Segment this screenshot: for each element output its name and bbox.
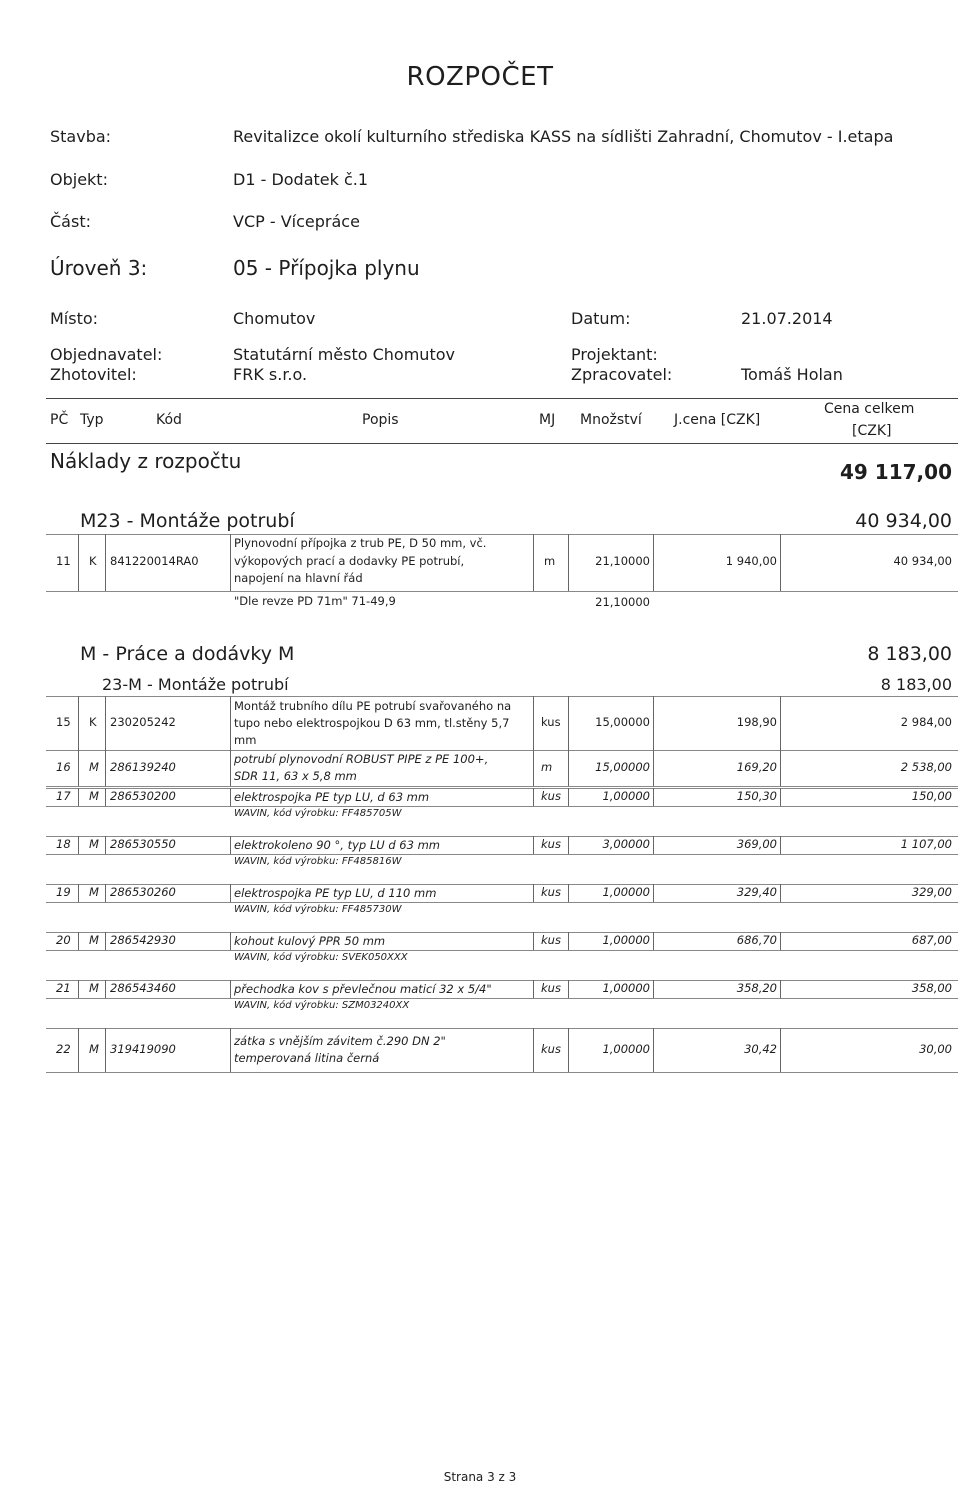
stavba-value: Revitalizce okolí kulturního střediska KASS na sídlišti Zahradní, Chomutov - I.etapa [233, 127, 894, 146]
header-celkem-2: [CZK] [852, 423, 892, 439]
item-kod: 230205242 [110, 715, 176, 729]
col-divider [230, 884, 231, 902]
cast-label: Část: [50, 212, 91, 231]
item-description: elektrokoleno 90 °, typ LU d 63 mm [234, 837, 440, 852]
item-typ: M [89, 981, 99, 995]
item-typ: K [89, 715, 97, 729]
col-divider [780, 788, 781, 806]
col-divider [105, 750, 106, 786]
item-unit-price: 329,40 [736, 885, 777, 899]
row-rule [46, 1072, 958, 1073]
col-divider [78, 980, 79, 998]
item-description: Montáž trubního dílu PE potrubí svařovaného na [234, 698, 512, 713]
item-11-vymer-text: "Dle revze PD 71m" 71-49,9 [234, 594, 396, 608]
item-description: tupo nebo elektrospojkou D 63 mm, tl.stěny 5,7 [234, 715, 510, 730]
row-rule [46, 788, 958, 789]
item-total-price: 150,00 [911, 789, 952, 803]
item-typ: M [89, 760, 99, 774]
item-unit-price: 30,42 [744, 1042, 777, 1056]
col-divider [780, 1028, 781, 1072]
item-quantity: 1,00000 [602, 981, 650, 995]
item-11-celkem: 40 934,00 [893, 554, 952, 568]
item-quantity: 1,00000 [602, 933, 650, 947]
item-total-price: 358,00 [911, 981, 952, 995]
item-pc: 21 [56, 981, 71, 995]
col-divider [780, 932, 781, 950]
row-rule [46, 696, 958, 697]
item-pc: 20 [56, 933, 71, 947]
row-rule [46, 950, 958, 951]
col-divider [780, 750, 781, 786]
col-divider [105, 1028, 106, 1072]
item-kod: 286139240 [110, 760, 176, 774]
item-total-price: 687,00 [911, 933, 952, 947]
col-divider [78, 750, 79, 786]
item-11-vymer-value: 21,10000 [595, 595, 650, 609]
naklady-label: Náklady z rozpočtu [50, 449, 242, 473]
m23-section-total: 40 934,00 [855, 510, 952, 532]
m-section-total: 8 183,00 [867, 643, 952, 665]
item-pc: 18 [56, 837, 71, 851]
col-divider [533, 932, 534, 950]
item-manufacturer-note: WAVIN, kód výrobku: SZM03240XX [234, 1000, 410, 1011]
row-rule [46, 1028, 958, 1029]
item-11-popis-2: výkopových prací a dodavky PE potrubí, [234, 554, 465, 568]
item-11-popis-3: napojení na hlavní řád [234, 571, 363, 585]
naklady-total: 49 117,00 [840, 460, 952, 484]
item-manufacturer-note: WAVIN, kód výrobku: SVEK050XXX [234, 952, 408, 963]
header-mnozstvi: Množství [580, 412, 642, 428]
item-description: SDR 11, 63 x 5,8 mm [234, 769, 357, 783]
row-rule [46, 591, 958, 592]
col-divider [78, 836, 79, 854]
header-celkem-1: Cena celkem [824, 401, 915, 417]
item-unit-price: 198,90 [736, 715, 777, 729]
col-divider [78, 534, 79, 592]
col-divider [230, 534, 231, 592]
item-quantity: 15,00000 [595, 760, 650, 774]
item-11-typ: K [89, 554, 97, 568]
item-quantity: 1,00000 [602, 885, 650, 899]
item-11-kod: 841220014RA0 [110, 554, 199, 568]
row-rule [46, 998, 958, 999]
col-divider [780, 884, 781, 902]
col-divider [78, 884, 79, 902]
item-pc: 17 [56, 789, 71, 803]
row-rule [46, 836, 958, 837]
item-pc: 22 [56, 1042, 71, 1056]
col-divider [533, 788, 534, 806]
projektant-label: Projektant: [571, 345, 658, 364]
item-unit: kus [541, 789, 561, 803]
col-divider [230, 980, 231, 998]
zpracovatel-value: Tomáš Holan [741, 365, 843, 384]
item-kod: 286542930 [110, 933, 176, 947]
item-description: kohout kulový PPR 50 mm [234, 933, 386, 948]
row-rule [46, 534, 958, 535]
objekt-label: Objekt: [50, 170, 108, 189]
item-description: temperovaná litina černá [234, 1051, 380, 1065]
row-rule [46, 854, 958, 855]
m-section-title: M - Práce a dodávky M [80, 643, 295, 665]
misto-value: Chomutov [233, 309, 316, 328]
item-unit: kus [541, 933, 561, 947]
col-divider [105, 884, 106, 902]
col-divider [105, 836, 106, 854]
item-11-jcena: 1 940,00 [725, 554, 777, 568]
item-description: elektrospojka PE typ LU, d 110 mm [234, 885, 437, 900]
col-divider [105, 534, 106, 592]
item-unit: kus [541, 981, 561, 995]
header-kod: Kód [156, 412, 182, 428]
objednavatel-value: Statutární město Chomutov [233, 345, 455, 364]
item-manufacturer-note: WAVIN, kód výrobku: FF485730W [234, 904, 402, 915]
item-quantity: 3,00000 [602, 837, 650, 851]
col-divider [780, 534, 781, 592]
item-unit: kus [541, 715, 561, 729]
col-divider [533, 884, 534, 902]
item-pc: 19 [56, 885, 71, 899]
misto-label: Místo: [50, 309, 99, 328]
item-kod: 319419090 [110, 1042, 176, 1056]
item-unit: kus [541, 1042, 561, 1056]
col-divider [78, 696, 79, 750]
col-divider [780, 980, 781, 998]
col-divider [780, 836, 781, 854]
row-rule [46, 884, 958, 885]
item-total-price: 329,00 [911, 885, 952, 899]
item-quantity: 1,00000 [602, 789, 650, 803]
item-quantity: 15,00000 [595, 715, 650, 729]
col-divider [105, 932, 106, 950]
item-unit-price: 169,20 [736, 760, 777, 774]
uroven-label: Úroveň 3: [50, 256, 148, 280]
row-rule [46, 932, 958, 933]
page-footer: Strana 3 z 3 [443, 1470, 517, 1484]
objednavatel-label: Objednavatel: [50, 345, 163, 364]
col-divider [78, 1028, 79, 1072]
col-divider [533, 696, 534, 750]
col-divider [230, 696, 231, 750]
item-pc: 16 [56, 760, 71, 774]
item-total-price: 2 984,00 [900, 715, 952, 729]
item-description: elektrospojka PE typ LU, d 63 mm [234, 789, 430, 804]
header-popis: Popis [362, 412, 399, 428]
item-total-price: 30,00 [919, 1042, 952, 1056]
row-rule [46, 980, 958, 981]
col-divider [230, 1028, 231, 1072]
item-typ: M [89, 1042, 99, 1056]
col-divider [533, 980, 534, 998]
header-bottom-rule [46, 443, 958, 444]
col-divider [230, 788, 231, 806]
datum-label: Datum: [571, 309, 631, 328]
item-description: zátka s vnějším závitem č.290 DN 2" [234, 1034, 446, 1048]
col-divider [533, 836, 534, 854]
row-rule [46, 786, 958, 787]
row-rule [46, 902, 958, 903]
col-divider [230, 932, 231, 950]
item-kod: 286543460 [110, 981, 176, 995]
uroven-value: 05 - Přípojka plynu [233, 256, 420, 280]
zhotovitel-label: Zhotovitel: [50, 365, 137, 384]
header-top-rule [46, 398, 958, 399]
col-divider [105, 980, 106, 998]
col-divider [105, 696, 106, 750]
col-divider [780, 696, 781, 750]
item-11-mnozstvi: 21,10000 [595, 554, 650, 568]
item-11-popis-1: Plynovodní přípojka z trub PE, D 50 mm, vč. [234, 536, 487, 550]
item-quantity: 1,00000 [602, 1042, 650, 1056]
datum-value: 21.07.2014 [741, 309, 833, 328]
item-pc: 15 [56, 715, 71, 729]
item-typ: M [89, 789, 99, 803]
item-description: mm [234, 732, 257, 747]
item-manufacturer-note: WAVIN, kód výrobku: FF485705W [234, 808, 402, 819]
header-jcena: J.cena [CZK] [674, 412, 761, 428]
item-11-pc: 11 [56, 554, 71, 568]
col-divider [533, 534, 534, 592]
col-divider [230, 750, 231, 786]
m-subsection-title: 23-M - Montáže potrubí [102, 675, 289, 694]
col-divider [78, 788, 79, 806]
item-manufacturer-note: WAVIN, kód výrobku: FF485816W [234, 856, 402, 867]
item-typ: M [89, 933, 99, 947]
item-typ: M [89, 885, 99, 899]
cast-value: VCP - Vícepráce [233, 212, 360, 231]
header-pc: PČ [50, 412, 69, 428]
header-typ: Typ [80, 412, 104, 428]
m23-section-title: M23 - Montáže potrubí [80, 510, 295, 532]
col-divider [105, 788, 106, 806]
item-total-price: 1 107,00 [900, 837, 952, 851]
row-rule [46, 806, 958, 807]
item-unit-price: 686,70 [736, 933, 777, 947]
item-typ: M [89, 837, 99, 851]
zpracovatel-label: Zpracovatel: [571, 365, 673, 384]
item-unit-price: 358,20 [736, 981, 777, 995]
col-divider [533, 1028, 534, 1072]
document-title: ROZPOČET [406, 62, 554, 92]
item-unit-price: 150,30 [736, 789, 777, 803]
item-unit: kus [541, 885, 561, 899]
item-11-mj: m [544, 554, 556, 568]
col-divider [230, 836, 231, 854]
item-unit-price: 369,00 [736, 837, 777, 851]
item-description: potrubí plynovodní ROBUST PIPE z PE 100+, [234, 752, 489, 766]
item-kod: 286530550 [110, 837, 176, 851]
item-unit: kus [541, 837, 561, 851]
item-unit: m [541, 760, 553, 774]
col-divider [78, 932, 79, 950]
m-subsection-total: 8 183,00 [880, 675, 952, 694]
item-kod: 286530260 [110, 885, 176, 899]
item-kod: 286530200 [110, 789, 176, 803]
header-mj: MJ [539, 412, 556, 428]
stavba-label: Stavba: [50, 127, 112, 146]
objekt-value: D1 - Dodatek č.1 [233, 170, 369, 189]
col-divider [533, 750, 534, 786]
row-rule [46, 750, 958, 751]
item-description: přechodka kov s převlečnou maticí 32 x 5/4" [234, 981, 492, 996]
item-total-price: 2 538,00 [900, 760, 952, 774]
zhotovitel-value: FRK s.r.o. [233, 365, 308, 384]
